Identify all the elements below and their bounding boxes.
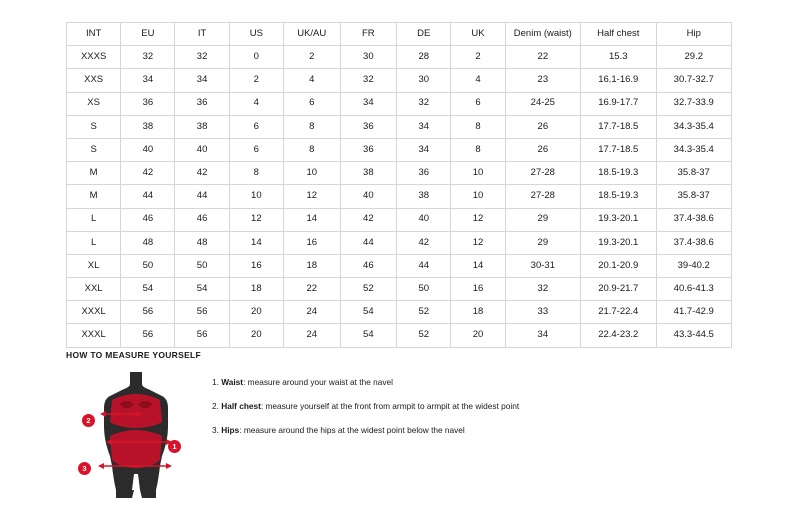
table-cell: 40: [121, 138, 175, 161]
cell-int-size: XXXL: [67, 301, 121, 324]
column-header-fr: FR: [340, 23, 397, 46]
table-cell: 17.7-18.5: [581, 115, 656, 138]
table-cell: 29.2: [656, 46, 732, 69]
table-cell: 52: [340, 278, 397, 301]
table-cell: 18.5-19.3: [581, 185, 656, 208]
table-cell: 46: [340, 254, 397, 277]
cell-int-size: XS: [67, 92, 121, 115]
measurement-badge-1: 1: [168, 440, 181, 453]
table-cell: 32: [175, 46, 229, 69]
table-cell: 20: [451, 324, 505, 347]
table-cell: 21.7-22.4: [581, 301, 656, 324]
note-term: Hips: [221, 425, 240, 436]
cell-int-size: XXL: [67, 278, 121, 301]
table-cell: 16: [451, 278, 505, 301]
table-cell: 50: [121, 254, 175, 277]
table-cell: 8: [229, 162, 283, 185]
table-cell: 28: [397, 46, 451, 69]
note-number: 1.: [212, 377, 222, 387]
table-cell: 8: [451, 115, 505, 138]
table-cell: 19.3-20.1: [581, 231, 656, 254]
how-to-measure-title: HOW TO MEASURE YOURSELF: [66, 350, 202, 360]
table-cell: 18.5-19.3: [581, 162, 656, 185]
table-cell: 16.1-16.9: [581, 69, 656, 92]
cell-int-size: XXXS: [67, 46, 121, 69]
table-cell: 33: [505, 301, 580, 324]
table-cell: 26: [505, 138, 580, 161]
cell-int-size: XL: [67, 254, 121, 277]
table-cell: 54: [175, 278, 229, 301]
measurement-note-1: [212, 376, 519, 388]
table-cell: 32: [505, 278, 580, 301]
table-cell: 44: [397, 254, 451, 277]
column-header-uk-au: UK/AU: [283, 23, 340, 46]
table-cell: 40: [340, 185, 397, 208]
measurement-notes-list: [212, 370, 519, 448]
table-cell: 54: [121, 278, 175, 301]
column-header-denim-waist: Denim (waist): [505, 23, 580, 46]
table-row: [67, 278, 732, 301]
table-cell: 15.3: [581, 46, 656, 69]
cell-int-size: S: [67, 115, 121, 138]
table-cell: 37.4-38.6: [656, 208, 732, 231]
cell-int-size: S: [67, 138, 121, 161]
table-cell: 16: [229, 254, 283, 277]
table-cell: 52: [397, 324, 451, 347]
table-cell: 34: [121, 69, 175, 92]
table-row: [67, 69, 732, 92]
table-cell: 8: [283, 138, 340, 161]
table-row: [67, 301, 732, 324]
table-cell: 16.9-17.7: [581, 92, 656, 115]
column-header-de: DE: [397, 23, 451, 46]
table-cell: 50: [175, 254, 229, 277]
table-cell: 43.3-44.5: [656, 324, 732, 347]
table-cell: 32: [397, 92, 451, 115]
cell-int-size: XXS: [67, 69, 121, 92]
table-header-row: [67, 23, 732, 46]
table-cell: 29: [505, 208, 580, 231]
cell-int-size: XXXL: [67, 324, 121, 347]
note-number: 2.: [212, 401, 222, 412]
table-cell: 42: [397, 231, 451, 254]
table-cell: 12: [229, 208, 283, 231]
mannequin-figure: [82, 370, 196, 500]
table-cell: 32: [340, 69, 397, 92]
table-cell: 2: [451, 46, 505, 69]
note-text: : measure yourself at the front from armpit to armpit at the widest point: [260, 401, 520, 412]
measurement-note-2: [212, 400, 519, 412]
table-cell: 32: [121, 46, 175, 69]
table-cell: 20.9-21.7: [581, 278, 656, 301]
table-cell: 14: [451, 254, 505, 277]
column-header-uk: UK: [451, 23, 505, 46]
table-cell: 22.4-23.2: [581, 324, 656, 347]
table-cell: 36: [397, 162, 451, 185]
table-row: [67, 92, 732, 115]
cell-int-size: M: [67, 185, 121, 208]
table-cell: 6: [229, 115, 283, 138]
table-row: [67, 208, 732, 231]
measurement-note-3: [212, 424, 519, 436]
table-cell: 27-28: [505, 162, 580, 185]
table-cell: 42: [175, 162, 229, 185]
measurement-badge-3: 3: [78, 462, 91, 475]
table-cell: 52: [397, 301, 451, 324]
table-cell: 46: [175, 208, 229, 231]
table-cell: 44: [121, 185, 175, 208]
table-row: [67, 46, 732, 69]
table-cell: 22: [505, 46, 580, 69]
table-cell: 42: [121, 162, 175, 185]
table-cell: 34: [397, 138, 451, 161]
table-cell: 54: [340, 324, 397, 347]
table-body: [67, 46, 732, 347]
table-cell: 35.8-37: [656, 162, 732, 185]
table-cell: 44: [175, 185, 229, 208]
table-cell: 30: [340, 46, 397, 69]
table-cell: 34: [175, 69, 229, 92]
note-term: Waist: [221, 377, 244, 387]
table-cell: 4: [229, 92, 283, 115]
table-cell: 42: [340, 208, 397, 231]
table-cell: 20: [229, 324, 283, 347]
column-header-us: US: [229, 23, 283, 46]
table-cell: 26: [505, 115, 580, 138]
table-cell: 50: [397, 278, 451, 301]
table-cell: 40: [175, 138, 229, 161]
table-cell: 56: [175, 324, 229, 347]
table-cell: 34: [505, 324, 580, 347]
table-row: [67, 162, 732, 185]
table-cell: 22: [283, 278, 340, 301]
cell-int-size: L: [67, 208, 121, 231]
table-cell: 12: [451, 231, 505, 254]
table-cell: 24: [283, 301, 340, 324]
how-to-measure-section: [66, 350, 766, 500]
table-cell: 8: [283, 115, 340, 138]
table-cell: 2: [283, 46, 340, 69]
table-cell: 41.7-42.9: [656, 301, 732, 324]
table-cell: 6: [229, 138, 283, 161]
table-cell: 39-40.2: [656, 254, 732, 277]
table-cell: 38: [397, 185, 451, 208]
table-row: [67, 231, 732, 254]
table-cell: 27-28: [505, 185, 580, 208]
table-cell: 18: [229, 278, 283, 301]
table-cell: 34: [397, 115, 451, 138]
table-cell: 4: [283, 69, 340, 92]
table-cell: 30-31: [505, 254, 580, 277]
table-cell: 48: [175, 231, 229, 254]
table-cell: 36: [340, 138, 397, 161]
mannequin-illustration-svg: [86, 370, 196, 500]
how-to-measure-body: [66, 370, 766, 500]
table-cell: 4: [451, 69, 505, 92]
measurement-badge-2: 2: [82, 414, 95, 427]
size-conversion-table-container: [66, 22, 732, 348]
table-cell: 36: [121, 92, 175, 115]
table-cell: 40.6-41.3: [656, 278, 732, 301]
table-cell: 6: [283, 92, 340, 115]
table-cell: 10: [283, 162, 340, 185]
column-header-hip: Hip: [656, 23, 732, 46]
table-cell: 10: [451, 185, 505, 208]
table-cell: 18: [451, 301, 505, 324]
column-header-half-chest: Half chest: [581, 23, 656, 46]
table-cell: 29: [505, 231, 580, 254]
table-cell: 46: [121, 208, 175, 231]
table-row: [67, 115, 732, 138]
column-header-it: IT: [175, 23, 229, 46]
table-cell: 10: [451, 162, 505, 185]
note-term: Half chest: [221, 401, 261, 412]
cell-int-size: M: [67, 162, 121, 185]
table-cell: 30: [397, 69, 451, 92]
table-cell: 34.3-35.4: [656, 138, 732, 161]
table-cell: 14: [229, 231, 283, 254]
column-header-eu: EU: [121, 23, 175, 46]
table-cell: 38: [175, 115, 229, 138]
table-cell: 17.7-18.5: [581, 138, 656, 161]
table-cell: 12: [283, 185, 340, 208]
table-cell: 35.8-37: [656, 185, 732, 208]
table-cell: 10: [229, 185, 283, 208]
table-cell: 37.4-38.6: [656, 231, 732, 254]
table-cell: 38: [340, 162, 397, 185]
table-cell: 38: [121, 115, 175, 138]
table-cell: 18: [283, 254, 340, 277]
table-cell: 56: [121, 324, 175, 347]
table-cell: 44: [340, 231, 397, 254]
table-row: [67, 324, 732, 347]
table-cell: 56: [175, 301, 229, 324]
table-cell: 36: [340, 115, 397, 138]
table-cell: 2: [229, 69, 283, 92]
table-cell: 12: [451, 208, 505, 231]
table-cell: 34: [340, 92, 397, 115]
table-cell: 54: [340, 301, 397, 324]
table-cell: 20.1-20.9: [581, 254, 656, 277]
table-cell: 30.7-32.7: [656, 69, 732, 92]
table-row: [67, 138, 732, 161]
table-cell: 20: [229, 301, 283, 324]
table-cell: 32.7-33.9: [656, 92, 732, 115]
table-cell: 36: [175, 92, 229, 115]
cell-int-size: L: [67, 231, 121, 254]
table-cell: 56: [121, 301, 175, 324]
column-header-int: INT: [67, 23, 121, 46]
table-cell: 34.3-35.4: [656, 115, 732, 138]
note-number: 3.: [212, 425, 222, 436]
note-text: : measure around the hips at the widest point below the navel: [239, 425, 465, 436]
table-cell: 24: [283, 324, 340, 347]
table-cell: 40: [397, 208, 451, 231]
table-cell: 19.3-20.1: [581, 208, 656, 231]
table-cell: 23: [505, 69, 580, 92]
table-cell: 0: [229, 46, 283, 69]
table-cell: 8: [451, 138, 505, 161]
size-conversion-table: [66, 22, 732, 348]
table-cell: 16: [283, 231, 340, 254]
table-cell: 48: [121, 231, 175, 254]
note-text: : measure around your waist at the navel: [243, 377, 393, 387]
table-row: [67, 254, 732, 277]
table-cell: 6: [451, 92, 505, 115]
table-cell: 24-25: [505, 92, 580, 115]
table-cell: 14: [283, 208, 340, 231]
table-row: [67, 185, 732, 208]
